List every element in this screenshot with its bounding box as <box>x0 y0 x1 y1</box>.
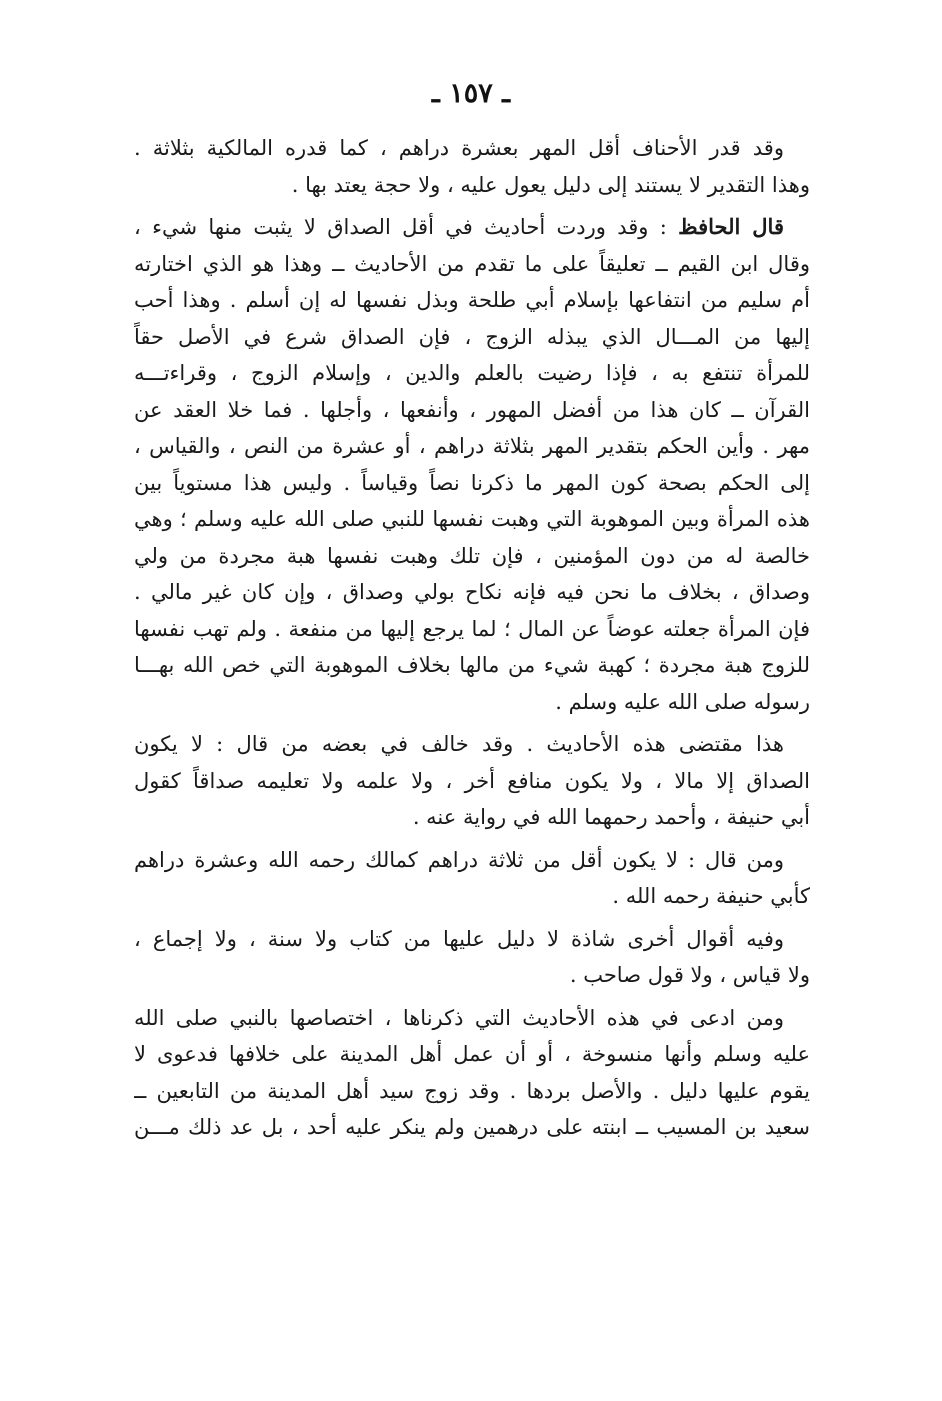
bold-lead-phrase: قال الحافظ <box>678 214 784 239</box>
text-line: يقوم عليها دليل . والأصل بردها . وقد زوج سيد أهل المدينة من التابعين ــ <box>134 1078 810 1103</box>
text-line: مهر . وأين الحكم بتقدير المهر بثلاثة دراهم ، أو عشرة من النص ، والقياس ، <box>134 434 810 458</box>
text-line: وقال ابن القيم ــ تعليقاً على ما تقدم من الأحاديث ــ وهذا هو الذي اختارته <box>134 251 810 276</box>
paragraph <box>134 842 810 915</box>
text-line: كأبي حنيفة رحمه الله . <box>612 884 810 908</box>
text-line: خالصة له من دون المؤمنين ، فإن تلك وهبت نفسها هبة مجردة من ولي <box>134 543 810 568</box>
text-line: سعيد بن المسيب ــ ابنته على درهمين ولم ينكر عليه أحد ، بل عد ذلك مـــن <box>134 1115 810 1139</box>
text-line: ولا قياس ، ولا قول صاحب . <box>569 963 810 987</box>
text-line: ومن ادعى في هذه الأحاديث التي ذكرناها ، اختصاصها بالنبي صلى الله <box>134 1005 784 1030</box>
paragraph <box>134 1000 810 1146</box>
text-line: هذه المرأة وبين الموهوبة التي وهبت نفسها للنبي صلى الله عليه وسلم ؛ وهي <box>134 507 810 531</box>
body-text <box>134 130 810 1152</box>
text-line: إلى الحكم بصحة كون المهر ما ذكرنا نصاً وقياساً . وليس هذا مستوياً بين <box>134 470 810 495</box>
text-line: أبي حنيفة ، وأحمد رحمهما الله في رواية عنه . <box>412 805 810 829</box>
text-line: عليه وسلم وأنها منسوخة ، أو أن عمل أهل المدينة على خلافها فدعوى لا <box>134 1042 810 1066</box>
text-line: وقد قدر الأحناف أقل المهر بعشرة دراهم ، كما قدره المالكية بثلاثة . <box>134 136 784 160</box>
text-line: القرآن ــ كان هذا من أفضل المهور ، وأنفعها ، وأجلها . فما خلا العقد عن <box>134 397 810 422</box>
paragraph <box>134 726 810 836</box>
text-line: للزوج هبة مجردة ؛ كهبة شيء من مالها بخلاف الموهوبة التي خص الله بهـــا <box>134 653 810 677</box>
text-line: إليها من المـــال الذي يبذله الزوج ، فإن الصداق شرع في الأصل حقاً <box>134 324 810 349</box>
text-line <box>134 209 810 246</box>
text-line: فإن المرأة جعلته عوضاً عن المال ؛ لما يرجع إليها من منفعة . ولم تهب نفسها <box>134 616 810 641</box>
text-line: وفيه أقوال أخرى شاذة لا دليل عليها من كتاب ولا سنة ، ولا إجماع ، <box>134 926 784 951</box>
text-line: وهذا التقدير لا يستند إلى دليل يعول عليه ، ولا حجة يعتد بها . <box>291 172 810 197</box>
text-line: أم سليم من انتفاعها بإسلام أبي طلحة وبذل نفسها له إن أسلم . وهذا أحب <box>134 288 810 312</box>
paragraph <box>134 130 810 203</box>
text-line: للمرأة تنتفع به ، فإذا رضيت بالعلم والدين ، وإسلام الزوج ، وقراءتـــه <box>134 361 810 385</box>
page-number: ـ ١٥٧ ـ <box>431 78 511 109</box>
text-line: وصداق ، بخلاف ما نحن فيه فإنه نكاح بولي وصداق ، وإن كان غير مالي . <box>134 580 810 604</box>
paragraph <box>134 921 810 994</box>
text-line: الصداق إلا مالا ، ولا يكون منافع أخر ، ولا علمه ولا تعليمه صداقاً كقول <box>134 768 810 793</box>
text-line: هذا مقتضى هذه الأحاديث . وقد خالف في بعضه من قال : لا يكون <box>134 732 784 756</box>
paragraph <box>134 209 810 720</box>
text-span: : وقد وردت أحاديث في أقل الصداق لا يثبت منها شيء ، <box>134 215 679 239</box>
text-line: رسوله صلى الله عليه وسلم . <box>555 689 810 714</box>
text-line: ومن قال : لا يكون أقل من ثلاثة دراهم كمالك رحمه الله وعشرة دراهم <box>134 847 784 872</box>
